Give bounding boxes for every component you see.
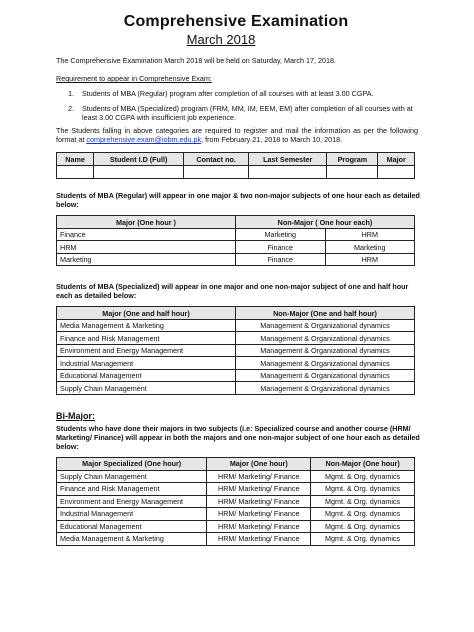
- table-row: [57, 357, 415, 370]
- table-cell: [249, 166, 327, 179]
- column-header: Major Specialized (One hour): [57, 458, 207, 471]
- column-header: Contact no.: [184, 153, 249, 166]
- table-row: [57, 319, 415, 332]
- column-header: Last Semester: [249, 153, 327, 166]
- table-cell: Marketing: [236, 228, 326, 241]
- table-row: [57, 483, 415, 496]
- table-row: [57, 382, 415, 395]
- table-cell: Management & Organizational dynamics: [236, 319, 415, 332]
- table-row: [57, 470, 415, 483]
- table-row: [57, 369, 415, 382]
- table-cell: Supply Chain Management: [57, 382, 236, 395]
- table-cell: Mgmt. & Org. dynamics: [311, 520, 415, 533]
- table-row: [57, 166, 415, 179]
- column-header: Major (One hour): [207, 458, 311, 471]
- column-header: Non-Major (One hour): [311, 458, 415, 471]
- column-header: Major: [378, 153, 415, 166]
- table-header-row: [57, 458, 415, 471]
- table-cell: HRM: [325, 253, 415, 266]
- table-cell: Management & Organizational dynamics: [236, 382, 415, 395]
- requirement-item: 2. Students of MBA (Specialized) program (FRM, MM, IM, EEM, EM) after completion of all courses with at least 3.00 CGPA with insufficient job experience.: [76, 104, 418, 122]
- table-cell: Finance: [236, 253, 326, 266]
- table-cell: Management & Organizational dynamics: [236, 332, 415, 345]
- bimajor-table: [56, 457, 415, 546]
- table-cell: Finance and Risk Management: [57, 332, 236, 345]
- table-cell: [378, 166, 415, 179]
- register-text-before: The Students falling in above categories are required to register and mail the information as per the following format at: [56, 126, 418, 145]
- table-header-row: [57, 153, 415, 166]
- table-cell: Environment and Energy Management: [57, 344, 236, 357]
- table-row: [57, 533, 415, 546]
- regular-description: Students of MBA (Regular) will appear in one major & two non-major subjects of one hour each as detailed below:: [56, 191, 420, 210]
- table-cell: HRM/ Marketing/ Finance: [207, 470, 311, 483]
- table-cell: Management & Organizational dynamics: [236, 357, 415, 370]
- table-cell: HRM: [57, 241, 236, 254]
- table-cell: HRM/ Marketing/ Finance: [207, 520, 311, 533]
- requirement-list: [56, 89, 418, 122]
- table-cell: Mgmt. & Org. dynamics: [311, 483, 415, 496]
- specialized-table: [56, 306, 415, 395]
- bimajor-description: Students who have done their majors in two subjects (i.e: Specialized course and another course (HRM/ Marketing/ Finance) will appear in both the majors and one non-major subject of one hour each as detailed below:: [56, 424, 420, 451]
- column-header: Program: [327, 153, 378, 166]
- column-header: Major (One and half hour): [57, 307, 236, 320]
- bimajor-heading: Bi-Major:: [56, 410, 95, 421]
- table-cell: [57, 166, 94, 179]
- page-subtitle: [56, 32, 386, 48]
- table-cell: Media Management & Marketing: [57, 533, 207, 546]
- table-cell: Educational Management: [57, 369, 236, 382]
- table-cell: Mgmt. & Org. dynamics: [311, 508, 415, 521]
- page-title: Comprehensive Examination: [123, 13, 349, 30]
- table-row: [57, 332, 415, 345]
- table-cell: Marketing: [57, 253, 236, 266]
- intro-paragraph: The Comprehensive Examination March 2018 will be held on Saturday, March 17, 2018.: [56, 56, 336, 66]
- table-cell: Mgmt. & Org. dynamics: [311, 533, 415, 546]
- table-cell: Finance and Risk Management: [57, 483, 207, 496]
- table-row: [57, 344, 415, 357]
- column-header: Non-Major (One and half hour): [236, 307, 415, 320]
- table-row: [57, 508, 415, 521]
- registration-table: [56, 152, 415, 179]
- table-cell: Finance: [236, 241, 326, 254]
- table-cell: HRM/ Marketing/ Finance: [207, 508, 311, 521]
- table-row: [57, 241, 415, 254]
- register-text-after: , from February 21, 2018 to March 10, 2018.: [201, 135, 343, 145]
- subtitle-text: March 2018: [186, 32, 256, 47]
- column-header: Student I.D (Full): [94, 153, 184, 166]
- requirement-item: 1. Students of MBA (Regular) program after completion of all courses with at least 3.00 CGPA.: [76, 89, 418, 98]
- regular-table: [56, 215, 415, 266]
- table-cell: Management & Organizational dynamics: [236, 369, 415, 382]
- email-link[interactable]: comprehensive.exam@iobm.edu.pk: [86, 135, 202, 145]
- table-cell: HRM/ Marketing/ Finance: [207, 483, 311, 496]
- column-header: Name: [57, 153, 94, 166]
- table-row: [57, 520, 415, 533]
- table-row: [57, 228, 415, 241]
- table-header-row: [57, 307, 415, 320]
- table-cell: Finance: [57, 228, 236, 241]
- table-cell: HRM: [325, 228, 415, 241]
- table-cell: Management & Organizational dynamics: [236, 344, 415, 357]
- column-header: Major (One hour ): [57, 216, 236, 229]
- table-cell: HRM/ Marketing/ Finance: [207, 533, 311, 546]
- table-header-row: [57, 216, 415, 229]
- table-cell: Supply Chain Management: [57, 470, 207, 483]
- table-cell: [327, 166, 378, 179]
- table-cell: Marketing: [325, 241, 415, 254]
- table-row: [57, 495, 415, 508]
- table-cell: HRM/ Marketing/ Finance: [207, 495, 311, 508]
- table-cell: Educational Management: [57, 520, 207, 533]
- table-cell: Industrial Management: [57, 508, 207, 521]
- column-header: Non-Major ( One hour each): [236, 216, 415, 229]
- table-cell: Environment and Energy Management: [57, 495, 207, 508]
- table-cell: Mgmt. & Org. dynamics: [311, 495, 415, 508]
- table-cell: Media Management & Marketing: [57, 319, 236, 332]
- table-cell: Mgmt. & Org. dynamics: [311, 470, 415, 483]
- register-paragraph: [56, 126, 418, 144]
- table-cell: Industrial Management: [57, 357, 236, 370]
- table-cell: [184, 166, 249, 179]
- requirement-heading: Requirement to appear in Comprehensive Exam:: [56, 74, 212, 84]
- specialized-description: Students of MBA (Specialized) will appear in one major and one non-major subject of one and half hour each as detailed below:: [56, 282, 409, 301]
- table-cell: [94, 166, 184, 179]
- table-row: [57, 253, 415, 266]
